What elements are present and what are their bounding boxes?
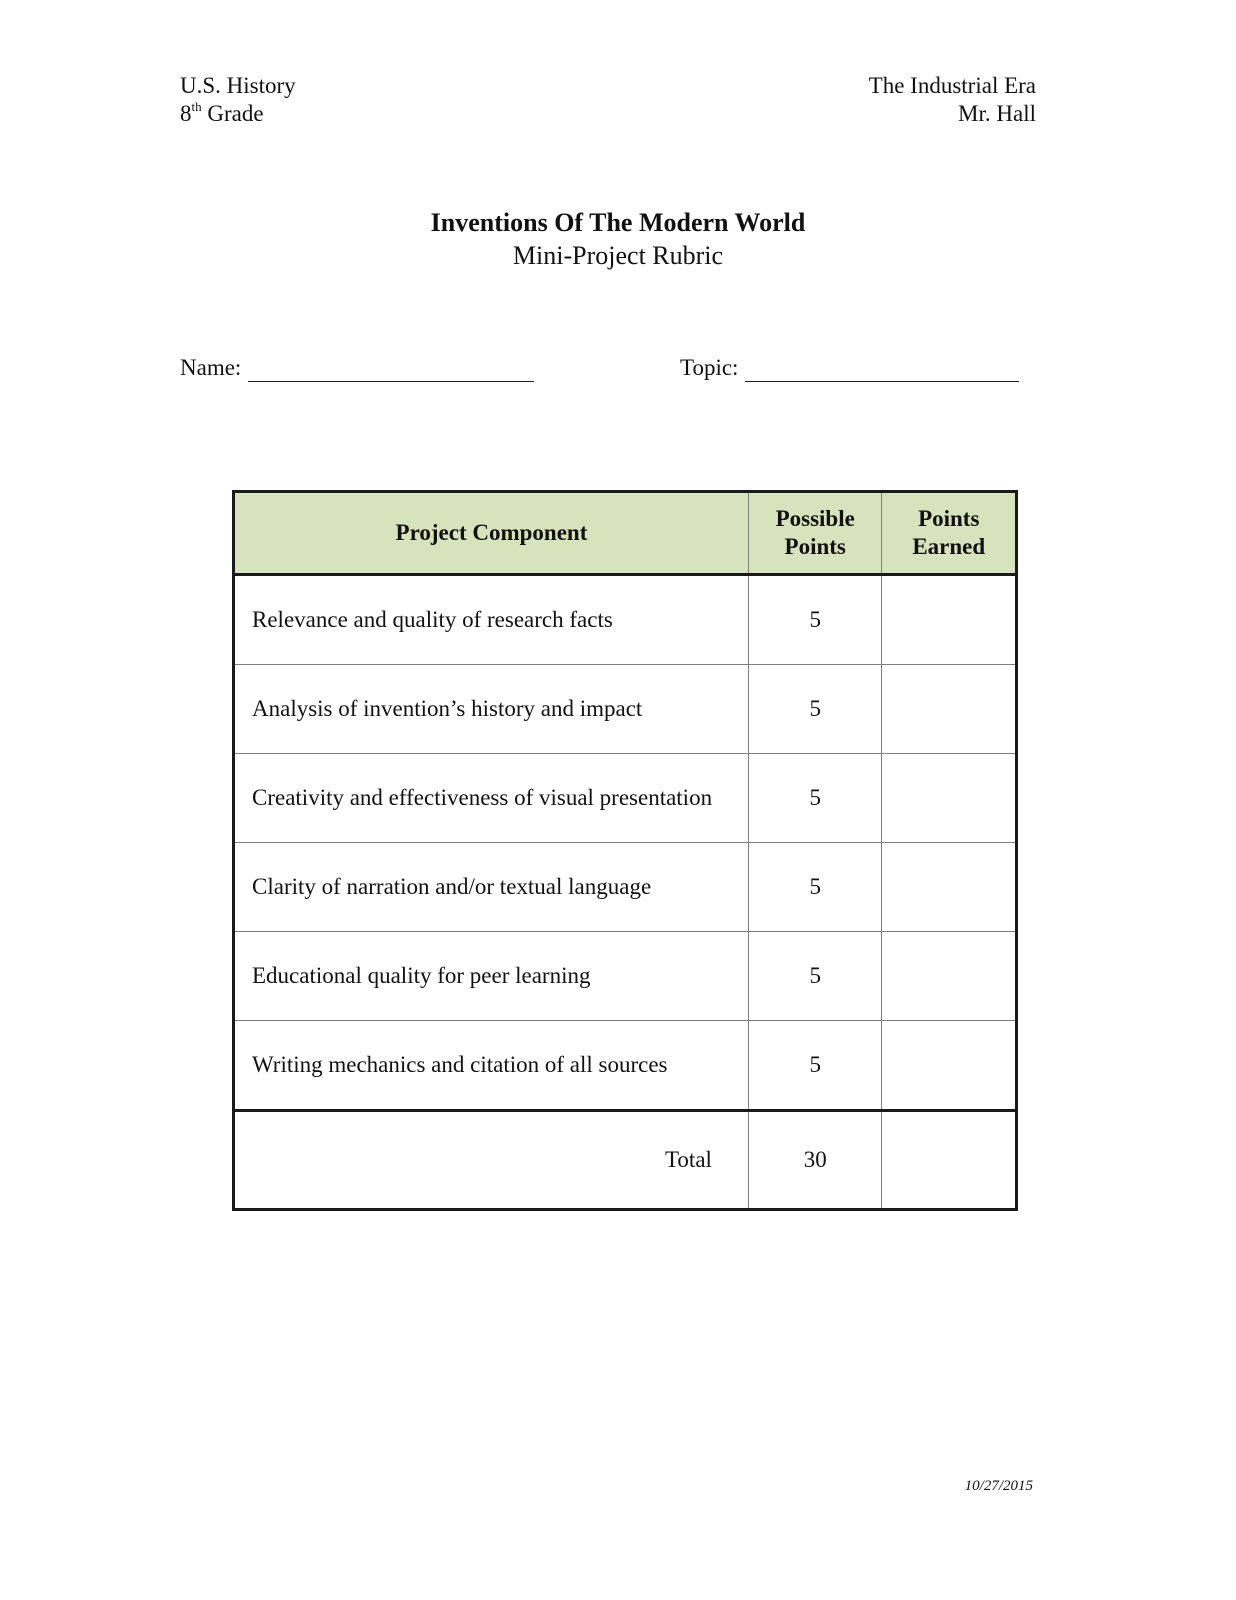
- grade-suffix: th: [191, 99, 202, 114]
- total-possible-cell: 30: [748, 1111, 882, 1210]
- possible-points-cell: 5: [748, 665, 882, 754]
- table-row: [234, 575, 1017, 665]
- component-cell: Creativity and effectiveness of visual presentation: [234, 754, 749, 843]
- header-possible-line1: Possible: [775, 506, 855, 531]
- points-earned-cell[interactable]: [882, 665, 1017, 754]
- title-block: [0, 207, 1236, 273]
- table-row: [234, 665, 1017, 754]
- header-project-component: Project Component: [234, 492, 749, 575]
- topic-blank[interactable]: [745, 359, 1019, 382]
- component-cell: Analysis of invention’s history and impact: [234, 665, 749, 754]
- component-cell: Clarity of narration and/or textual language: [234, 843, 749, 932]
- component-cell: Educational quality for peer learning: [234, 932, 749, 1021]
- component-cell: Writing mechanics and citation of all sources: [234, 1021, 749, 1111]
- points-earned-cell[interactable]: [882, 1021, 1017, 1111]
- points-earned-cell[interactable]: [882, 843, 1017, 932]
- document-title: Inventions Of The Modern World: [430, 208, 806, 237]
- possible-points-cell: 5: [748, 932, 882, 1021]
- header-earned-line2: Earned: [912, 534, 986, 559]
- header-points-earned: [882, 492, 1017, 575]
- points-earned-cell[interactable]: [882, 575, 1017, 665]
- footer-date: 10/27/2015: [964, 1478, 1033, 1494]
- possible-points-cell: 5: [748, 754, 882, 843]
- topic-field: [680, 354, 1019, 382]
- points-earned-cell[interactable]: [882, 932, 1017, 1021]
- table-row: [234, 754, 1017, 843]
- header-possible-line2: Points: [784, 534, 846, 559]
- table-row: [234, 843, 1017, 932]
- table-row: [234, 932, 1017, 1021]
- total-label: Total: [234, 1111, 749, 1210]
- possible-points-cell: 5: [748, 575, 882, 665]
- table-header-row: [234, 492, 1017, 575]
- name-blank[interactable]: [248, 359, 534, 382]
- component-cell: Relevance and quality of research facts: [234, 575, 749, 665]
- name-field: [180, 354, 534, 382]
- header-earned-line1: Points: [918, 506, 980, 531]
- grade-word: Grade: [207, 101, 264, 126]
- grade-level: [180, 100, 296, 128]
- unit-info: [869, 72, 1036, 128]
- document-subtitle: Mini-Project Rubric: [512, 241, 724, 270]
- teacher-name: Mr. Hall: [958, 101, 1036, 126]
- table-row: [234, 1021, 1017, 1111]
- possible-points-cell: 5: [748, 1021, 882, 1111]
- course-name: U.S. History: [180, 73, 296, 98]
- points-earned-cell[interactable]: [882, 754, 1017, 843]
- header-possible-points: [748, 492, 882, 575]
- topic-label: Topic:: [680, 355, 739, 380]
- total-row: [234, 1111, 1017, 1210]
- course-info: [180, 72, 296, 128]
- rubric-table: [232, 490, 1018, 1211]
- unit-name: The Industrial Era: [868, 73, 1036, 98]
- total-earned-cell[interactable]: [882, 1111, 1017, 1210]
- grade-number: 8: [180, 101, 192, 126]
- possible-points-cell: 5: [748, 843, 882, 932]
- name-label: Name:: [180, 355, 242, 380]
